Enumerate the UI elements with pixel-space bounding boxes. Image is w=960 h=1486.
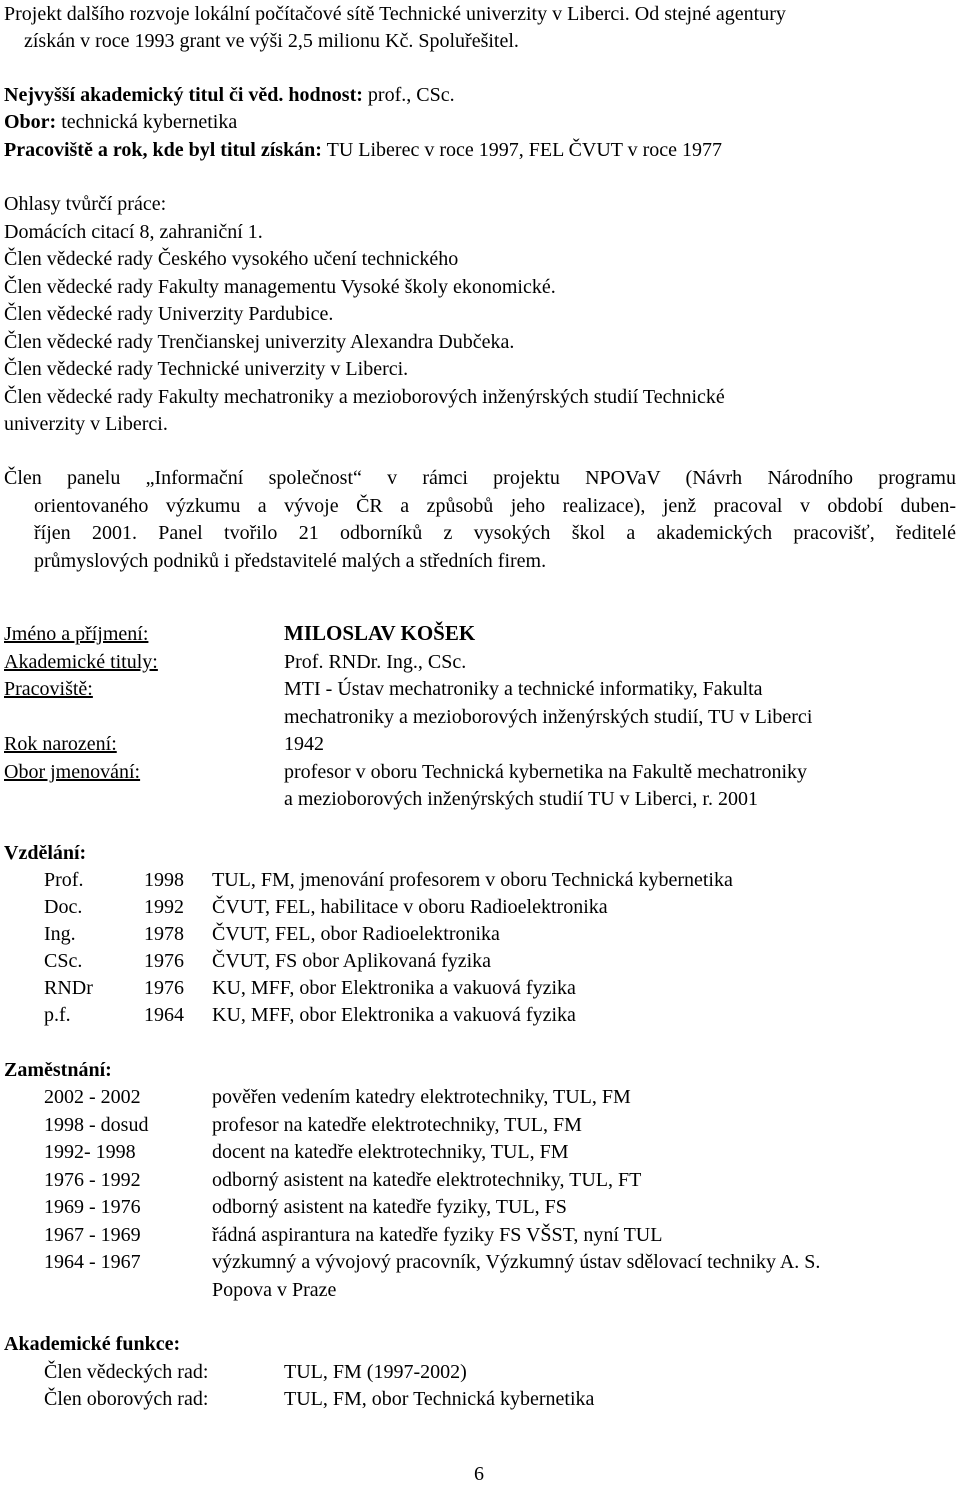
appointment-line-1: profesor v oboru Technická kybernetika na Fakultě mechatroniky [284, 761, 808, 783]
membership-item: Člen vědecké rady Českého vysokého učení technického [4, 248, 459, 270]
employment-desc: odborný asistent na katedře elektrotechniky, TUL, FT [212, 1169, 642, 1191]
birth-year-label: Rok narození: [4, 733, 117, 755]
employment-desc: odborný asistent na katedře fyziky, TUL, FS [212, 1196, 567, 1218]
appointment-label: Obor jmenování: [4, 761, 141, 783]
membership-item: Člen vědecké rady Trenčianskej univerzity Alexandra Dubčeka. [4, 331, 515, 353]
education-degree: CSc. [44, 950, 83, 972]
employment-desc: docent na katedře elektrotechniky, TUL, FM [212, 1141, 569, 1163]
education-desc: KU, MFF, obor Elektronika a vakuová fyzika [212, 977, 576, 999]
project-line-1: Projekt dalšího rozvoje lokální počítačové sítě Technické univerzity v Liberci. Od stejné agentury [4, 3, 786, 25]
function-role: Člen oborových rad: [44, 1388, 209, 1410]
title-workplace-label: Pracoviště a rok, kde byl titul získán: [4, 139, 322, 161]
education-desc: KU, MFF, obor Elektronika a vakuová fyzika [212, 1004, 576, 1026]
employment-desc: pověřen vedením katedry elektrotechniky, TUL, FM [212, 1086, 631, 1108]
name-label: Jméno a příjmení: [4, 623, 149, 645]
employment-desc: výzkumný a vývojový pracovník, Výzkumný ústav sdělovací techniky A. S. [212, 1251, 821, 1273]
response-label: Ohlasy tvůrčí práce: [4, 193, 167, 215]
academic-titles-value: Prof. RNDr. Ing., CSc. [284, 651, 467, 673]
education-degree: Doc. [44, 896, 83, 918]
workplace-line-1: MTI - Ústav mechatroniky a technické informatiky, Fakulta [284, 678, 763, 700]
education-year: 1976 [144, 950, 184, 972]
membership-item: Člen vědecké rady Technické univerzity v Liberci. [4, 358, 409, 380]
education-desc: ČVUT, FEL, obor Radioelektronika [212, 923, 500, 945]
education-year: 1978 [144, 923, 184, 945]
highest-title-value: prof., CSc. [367, 84, 455, 106]
appointment-line-2: a mezioborových inženýrských studií TU v Liberci, r. 2001 [284, 788, 758, 810]
employment-period: 1998 - dosud [44, 1114, 149, 1136]
citations: Domácích citací 8, zahraniční 1. [4, 221, 263, 243]
title-workplace-row [4, 138, 722, 162]
employment-period: 1992- 1998 [44, 1141, 136, 1163]
education-degree: Prof. [44, 869, 84, 891]
workplace-label: Pracoviště: [4, 678, 93, 700]
education-year: 1964 [144, 1004, 184, 1026]
education-degree: Ing. [44, 923, 76, 945]
panel-line-3: říjen 2001. Panel tvořilo 21 odborníků z vysokých škol a akademických pracovišť, ředitelé [34, 522, 956, 544]
functions-heading: Akademické funkce: [4, 1333, 181, 1355]
page-number: 6 [474, 1463, 484, 1485]
panel-line-2: orientovaného výzkumu a vývoje ČR a způsobů jeho realizace), jenž pracoval v období duben- [34, 495, 956, 517]
employment-desc: profesor na katedře elektrotechniky, TUL, FM [212, 1114, 582, 1136]
membership-item: univerzity v Liberci. [4, 413, 168, 435]
employment-period: 2002 - 2002 [44, 1086, 141, 1108]
birth-year-value: 1942 [284, 733, 324, 755]
employment-heading: Zaměstnání: [4, 1059, 112, 1081]
function-value: TUL, FM, obor Technická kybernetika [284, 1388, 595, 1410]
education-heading: Vzdělání: [4, 842, 87, 864]
panel-line-4: průmyslových podniků i představitelé malých a středních firem. [34, 550, 547, 572]
panel-line-1: Člen panelu „Informační společnost“ v rámci projektu NPOVaV (Návrh Národního programu [4, 467, 956, 489]
workplace-line-2: mechatroniky a mezioborových inženýrských studií, TU v Liberci [284, 706, 813, 728]
employment-desc: řádná aspirantura na katedře fyziky FS VŠST, nyní TUL [212, 1224, 663, 1246]
employment-period: 1964 - 1967 [44, 1251, 141, 1273]
function-value: TUL, FM (1997-2002) [284, 1361, 467, 1383]
title-workplace-value: TU Liberec v roce 1997, FEL ČVUT v roce 1977 [326, 139, 723, 161]
education-desc: ČVUT, FEL, habilitace v oboru Radioelektronika [212, 896, 608, 918]
function-role: Člen vědeckých rad: [44, 1361, 209, 1383]
membership-item: Člen vědecké rady Fakulty mechatroniky a mezioborových inženýrských studií Technické [4, 386, 725, 408]
membership-item: Člen vědecké rady Univerzity Pardubice. [4, 303, 334, 325]
name-value: MILOSLAV KOŠEK [284, 621, 476, 645]
field-value: technická kybernetika [61, 111, 238, 133]
education-desc: TUL, FM, jmenování profesorem v oboru Technická kybernetika [212, 869, 733, 891]
field-label: Obor: [4, 111, 57, 133]
project-line-2: získán v roce 1993 grant ve výši 2,5 milionu Kč. Spoluřešitel. [24, 30, 519, 52]
employment-period: 1967 - 1969 [44, 1224, 141, 1246]
membership-item: Člen vědecké rady Fakulty managementu Vysoké školy ekonomické. [4, 276, 556, 298]
academic-titles-label: Akademické tituly: [4, 651, 158, 673]
education-degree: RNDr [44, 977, 93, 999]
employment-desc-continuation: Popova v Praze [212, 1279, 337, 1301]
education-desc: ČVUT, FS obor Aplikovaná fyzika [212, 950, 492, 972]
employment-period: 1969 - 1976 [44, 1196, 141, 1218]
highest-title-label: Nejvyšší akademický titul či věd. hodnost: [4, 84, 363, 106]
education-year: 1976 [144, 977, 184, 999]
highest-title-row [4, 83, 455, 107]
education-year: 1998 [144, 869, 184, 891]
employment-period: 1976 - 1992 [44, 1169, 141, 1191]
field-row [4, 110, 237, 134]
education-year: 1992 [144, 896, 184, 918]
education-degree: p.f. [44, 1004, 71, 1026]
